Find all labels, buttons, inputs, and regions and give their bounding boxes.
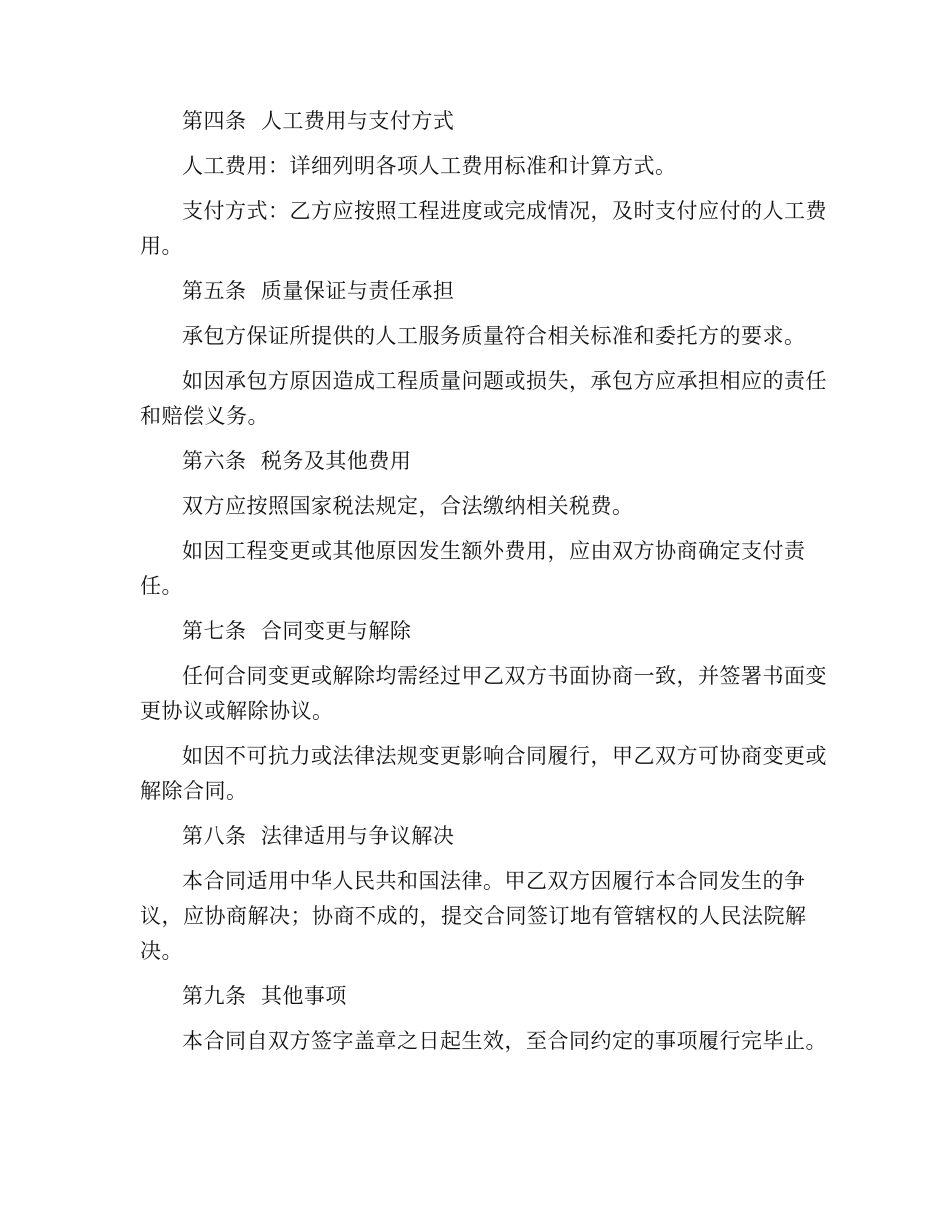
article-6-taxes: 双方应按照国家税法规定，合法缴纳相关税费。 (182, 494, 634, 518)
article-7-heading: 第七条 合同变更与解除 (182, 619, 412, 643)
article-8-heading: 第八条 法律适用与争议解决 (182, 824, 455, 848)
document-body (140, 104, 840, 1069)
article-5-liability: 如因承包方原因造成工程质量问题或损失，承包方应承担相应的责任和赔偿义务。 (140, 369, 827, 428)
article-5-heading: 第五条 质量保证与责任承担 (182, 279, 455, 303)
article-7-written-agreement: 任何合同变更或解除均需经过甲乙双方书面协商一致，并签署书面变更协议或解除协议。 (140, 664, 827, 723)
article-4-heading: 第四条 人工费用与支付方式 (182, 109, 455, 133)
article-6-extra-costs: 如因工程变更或其他原因发生额外费用，应由双方协商确定支付责任。 (140, 539, 806, 598)
article-5-quality-guarantee: 承包方保证所提供的人工服务质量符合相关标准和委托方的要求。 (182, 324, 806, 348)
article-4-labor-cost: 人工费用：详细列明各项人工费用标准和计算方式。 (182, 154, 677, 178)
article-8-governing-law: 本合同适用中华人民共和国法律。甲乙双方因履行本合同发生的争议，应协商解决；协商不成的，提交合同签订地有管辖权的人民法院解决。 (140, 869, 807, 963)
article-9-heading: 第九条 其他事项 (182, 984, 347, 1008)
article-6-heading: 第六条 税务及其他费用 (182, 449, 412, 473)
article-7-force-majeure: 如因不可抗力或法律法规变更影响合同履行，甲乙双方可协商变更或解除合同。 (140, 744, 827, 803)
article-4-payment-method: 支付方式：乙方应按照工程进度或完成情况，及时支付应付的人工费用。 (140, 199, 827, 258)
article-9-effective-date: 本合同自双方签字盖章之日起生效，至合同约定的事项履行完毕止。 (182, 1029, 827, 1053)
